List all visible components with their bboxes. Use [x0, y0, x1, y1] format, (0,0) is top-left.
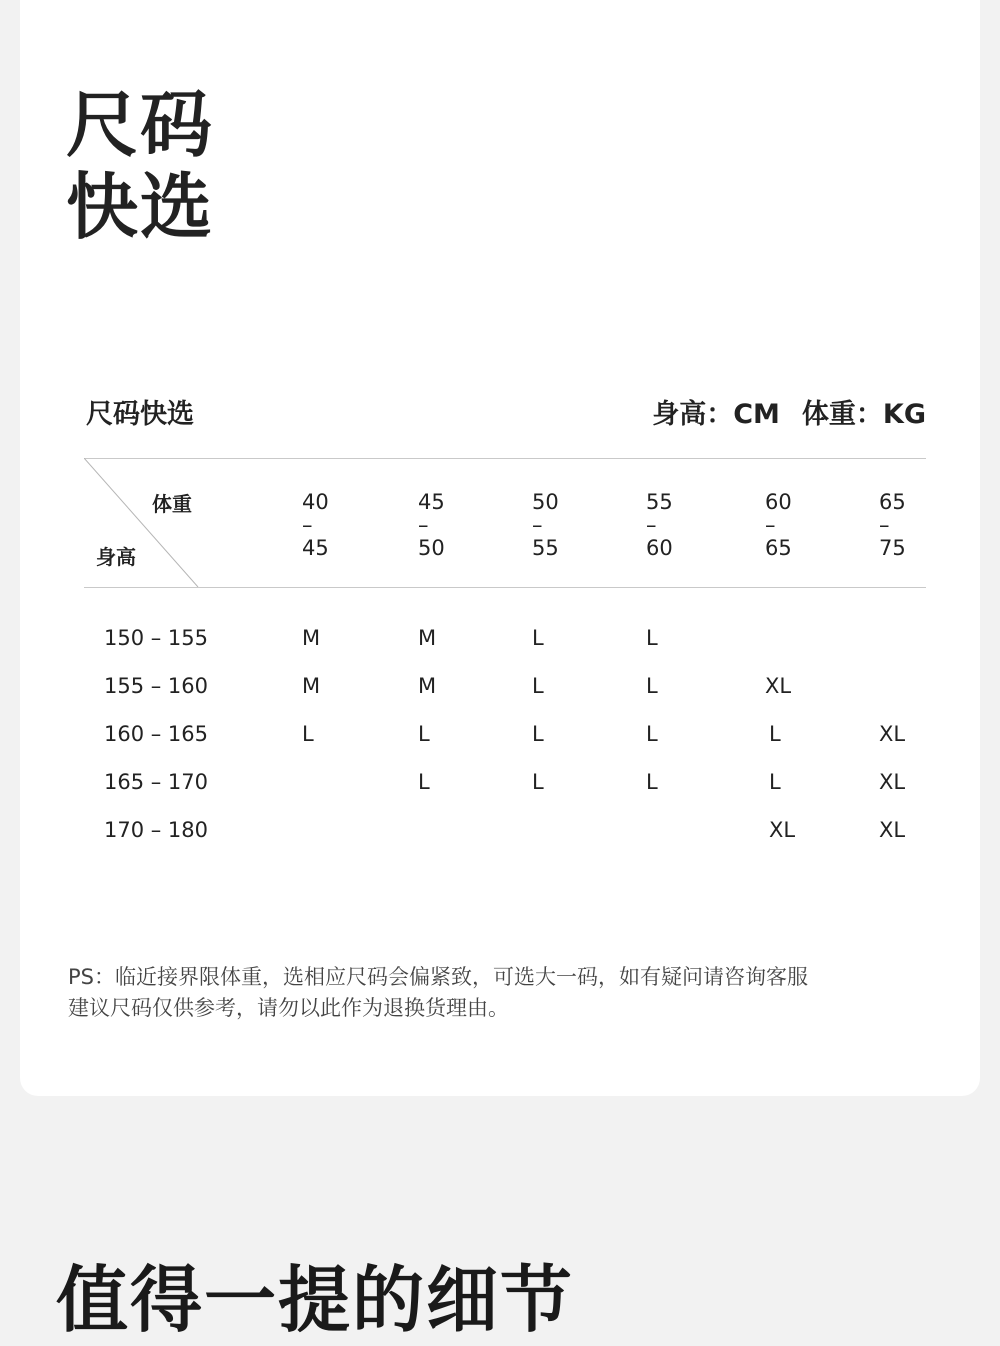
table-row [0, 674, 1000, 704]
table-row [0, 770, 1000, 800]
weight-column-header [532, 490, 559, 560]
page-title-line2: 快选 [66, 165, 215, 249]
weight-range-end: 50 [418, 536, 445, 560]
height-range-label: 160 – 165 [104, 722, 209, 746]
size-cell: M [302, 626, 321, 650]
size-cell: M [418, 674, 437, 698]
size-cell: L [646, 674, 658, 698]
size-cell: L [532, 722, 544, 746]
weight-range-start: 60 [765, 490, 792, 514]
height-range-label: 150 – 155 [104, 626, 209, 650]
weight-range-dash: – [765, 513, 776, 537]
size-cell: L [646, 722, 658, 746]
height-unit-label: 身高：CM [652, 399, 780, 430]
size-cell: L [532, 770, 544, 794]
size-cell: XL [879, 770, 906, 794]
details-section-title: 值得一提的细节 [56, 1258, 575, 1342]
size-cell: L [646, 770, 658, 794]
size-cell: XL [879, 818, 906, 842]
size-cell: L [769, 722, 781, 746]
page-title-line1: 尺码 [66, 83, 215, 167]
page-title [66, 84, 214, 248]
weight-range-dash: – [532, 513, 543, 537]
weight-range-start: 55 [646, 490, 673, 514]
table-row [0, 626, 1000, 656]
table-header-divider [84, 587, 926, 588]
weight-column-header [418, 490, 445, 560]
size-cell: L [769, 770, 781, 794]
weight-column-header [302, 490, 329, 560]
corner-height-label: 身高 [96, 545, 136, 569]
size-cell: L [302, 722, 314, 746]
weight-range-end: 75 [879, 536, 906, 560]
table-row [0, 722, 1000, 752]
weight-column-header [879, 490, 906, 560]
weight-range-start: 40 [302, 490, 329, 514]
weight-range-dash: – [302, 513, 313, 537]
size-cell: M [418, 626, 437, 650]
weight-range-dash: – [879, 513, 890, 537]
weight-range-dash: – [646, 513, 657, 537]
weight-range-start: 65 [879, 490, 906, 514]
weight-range-end: 55 [532, 536, 559, 560]
weight-range-end: 45 [302, 536, 329, 560]
corner-weight-label: 体重 [152, 492, 192, 516]
table-top-divider [84, 458, 926, 459]
size-cell: L [532, 626, 544, 650]
size-note-line2: 建议尺码仅供参考，请勿以此作为退换货理由。 [68, 996, 509, 1020]
size-cell: L [418, 770, 430, 794]
weight-range-start: 50 [532, 490, 559, 514]
weight-column-header [765, 490, 792, 560]
size-cell: L [532, 674, 544, 698]
size-cell: M [302, 674, 321, 698]
size-cell: XL [879, 722, 906, 746]
weight-range-start: 45 [418, 490, 445, 514]
table-units [652, 392, 926, 431]
height-range-label: 170 – 180 [104, 818, 209, 842]
size-note [68, 962, 808, 1024]
weight-range-end: 65 [765, 536, 792, 560]
table-title: 尺码快选 [86, 399, 194, 430]
size-note-line1: PS：临近接界限体重，选相应尺码会偏紧致，可选大一码，如有疑问请咨询客服 [68, 965, 808, 989]
height-range-label: 155 – 160 [104, 674, 209, 698]
size-cell: L [418, 722, 430, 746]
size-cell: L [646, 626, 658, 650]
table-row [0, 818, 1000, 848]
weight-column-header [646, 490, 673, 560]
size-cell: XL [769, 818, 796, 842]
size-cell: XL [765, 674, 792, 698]
weight-unit-label: 体重：KG [801, 399, 926, 430]
height-range-label: 165 – 170 [104, 770, 209, 794]
weight-range-end: 60 [646, 536, 673, 560]
weight-range-dash: – [418, 513, 429, 537]
